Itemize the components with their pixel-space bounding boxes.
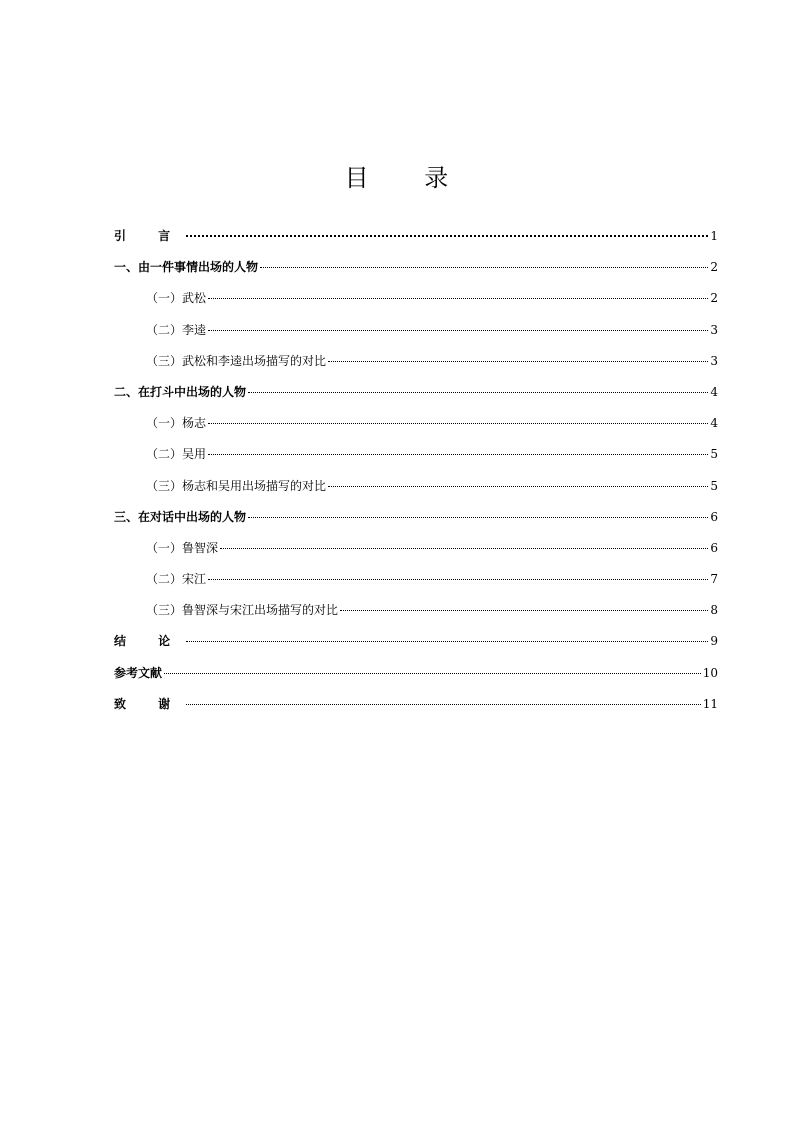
toc-entry-page-number: 9 bbox=[710, 634, 718, 649]
toc-list bbox=[114, 221, 718, 720]
toc-entry-page-number: 11 bbox=[702, 696, 718, 711]
toc-entry[interactable] bbox=[114, 564, 718, 595]
toc-entry-page-number: 6 bbox=[710, 540, 718, 555]
toc-entry-label: （二）宋江 bbox=[146, 572, 207, 587]
toc-leader-dots bbox=[328, 486, 708, 487]
toc-entry[interactable] bbox=[114, 689, 718, 720]
toc-entry[interactable] bbox=[114, 439, 718, 470]
toc-leader-dots bbox=[208, 579, 708, 580]
toc-entry-label: 参考文献 bbox=[114, 665, 163, 680]
toc-entry-page-number: 4 bbox=[710, 384, 718, 399]
toc-leader-dots bbox=[186, 704, 701, 705]
toc-entry-label: 一、由一件事情出场的人物 bbox=[114, 260, 259, 275]
toc-entry[interactable] bbox=[114, 408, 718, 439]
toc-leader-dots bbox=[208, 298, 708, 299]
toc-entry[interactable] bbox=[114, 533, 718, 564]
toc-entry-page-number: 7 bbox=[710, 572, 718, 587]
toc-entry-page-number: 8 bbox=[710, 603, 718, 618]
toc-entry-page-number: 6 bbox=[710, 509, 718, 524]
toc-entry-page-number: 2 bbox=[710, 260, 718, 275]
toc-entry-label: 结 论 bbox=[114, 634, 185, 649]
toc-entry-label: （三）杨志和吴用出场描写的对比 bbox=[146, 478, 327, 493]
toc-entry[interactable] bbox=[114, 252, 718, 283]
toc-entry[interactable] bbox=[114, 377, 718, 408]
toc-entry-label: （二）李逵 bbox=[146, 322, 207, 337]
toc-entry-label: （三）武松和李逵出场描写的对比 bbox=[146, 353, 327, 368]
toc-leader-dots bbox=[260, 267, 708, 268]
toc-leader-dots bbox=[220, 548, 708, 549]
toc-entry-label: 三、在对话中出场的人物 bbox=[114, 509, 247, 524]
toc-entry-label: （三）鲁智深与宋江出场描写的对比 bbox=[146, 603, 339, 618]
toc-entry-label: 致 谢 bbox=[114, 696, 185, 711]
toc-entry[interactable] bbox=[114, 595, 718, 626]
toc-leader-dots bbox=[164, 673, 701, 674]
toc-leader-dots bbox=[248, 392, 708, 393]
toc-entry[interactable] bbox=[114, 626, 718, 657]
toc-entry-page-number: 3 bbox=[710, 322, 718, 337]
toc-entry[interactable] bbox=[114, 502, 718, 533]
toc-leader-dots bbox=[248, 517, 708, 518]
toc-entry-label: （二）吴用 bbox=[146, 447, 207, 462]
toc-entry[interactable] bbox=[114, 221, 718, 252]
toc-leader-dots bbox=[208, 423, 708, 424]
toc-entry-page-number: 10 bbox=[702, 665, 718, 680]
toc-leader-dots bbox=[208, 330, 708, 331]
toc-leader-dots bbox=[328, 361, 708, 362]
toc-entry-page-number: 5 bbox=[710, 478, 718, 493]
toc-leader-dots bbox=[186, 235, 708, 237]
toc-entry-label: （一）杨志 bbox=[146, 416, 207, 431]
toc-leader-dots bbox=[208, 454, 708, 455]
toc-leader-dots bbox=[186, 641, 708, 642]
toc-entry[interactable] bbox=[114, 471, 718, 502]
toc-entry-label: 二、在打斗中出场的人物 bbox=[114, 384, 247, 399]
toc-entry-page-number: 5 bbox=[710, 447, 718, 462]
toc-entry-page-number: 1 bbox=[710, 229, 718, 243]
toc-entry-page-number: 3 bbox=[710, 353, 718, 368]
toc-entry-label: （一）武松 bbox=[146, 291, 207, 306]
toc-leader-dots bbox=[340, 610, 708, 611]
toc-entry-page-number: 2 bbox=[710, 291, 718, 306]
toc-entry-page-number: 4 bbox=[710, 416, 718, 431]
toc-entry[interactable] bbox=[114, 658, 718, 689]
toc-entry[interactable] bbox=[114, 346, 718, 377]
toc-entry-label: （一）鲁智深 bbox=[146, 540, 219, 555]
toc-entry[interactable] bbox=[114, 283, 718, 314]
toc-entry[interactable] bbox=[114, 315, 718, 346]
toc-entry-label: 引 言 bbox=[114, 229, 185, 243]
toc-title: 目 录 bbox=[344, 164, 473, 192]
